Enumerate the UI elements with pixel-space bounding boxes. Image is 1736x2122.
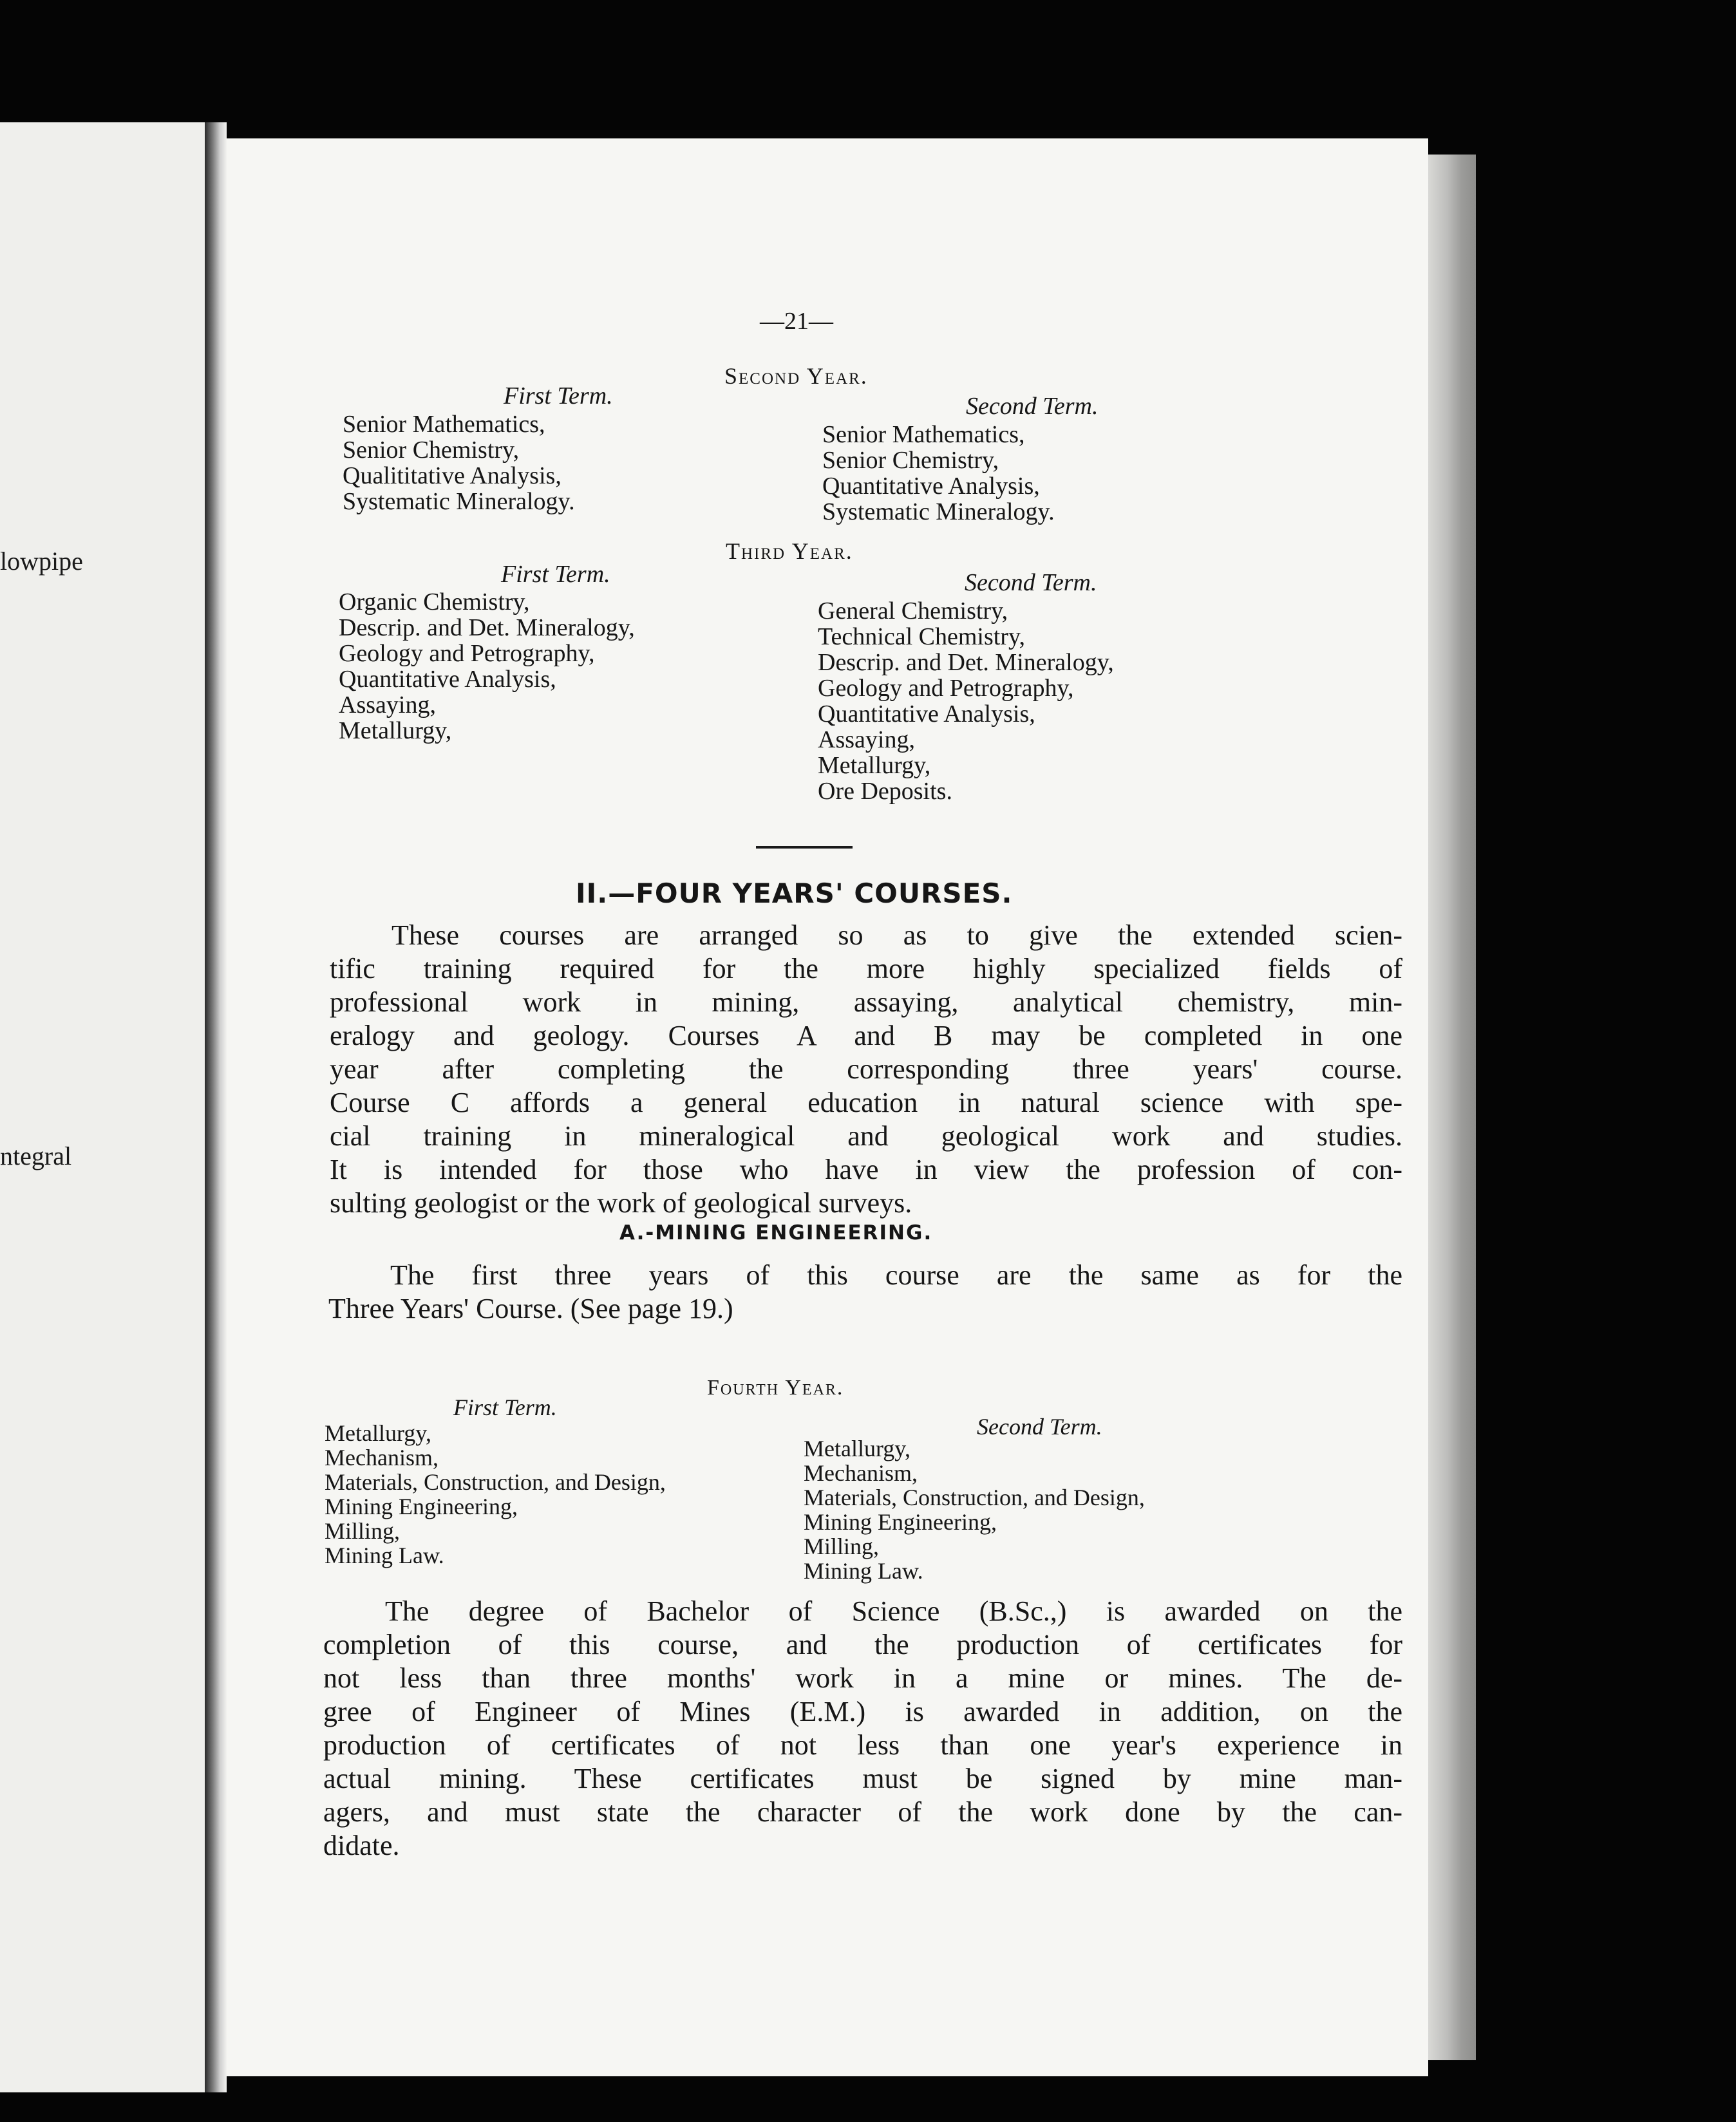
paragraph-line: cial training in mineralogical and geological work and studies. bbox=[330, 1120, 1402, 1152]
left-page-fragment: lowpipe bbox=[0, 547, 83, 576]
subject-item: Mining Engineering, bbox=[325, 1494, 518, 1519]
third-year-first-term-label: First Term. bbox=[501, 561, 610, 588]
subject-item: Milling, bbox=[325, 1518, 401, 1544]
subject-item: Milling, bbox=[804, 1534, 880, 1559]
left-facing-page bbox=[0, 122, 205, 2092]
fourth-year-first-term-subjects bbox=[325, 1421, 666, 1568]
page-edge bbox=[1428, 155, 1476, 2060]
second-year-second-term-subjects bbox=[822, 422, 1055, 525]
subject-item: Senior Chemistry, bbox=[822, 447, 999, 474]
subject-item: Assaying, bbox=[818, 726, 915, 753]
second-year-heading: Second Year. bbox=[724, 363, 868, 389]
subject-item: Systematic Mineralogy. bbox=[343, 488, 575, 515]
subject-item: Mechanism, bbox=[804, 1460, 918, 1486]
subject-item: Mining Engineering, bbox=[804, 1509, 997, 1535]
subject-item: Organic Chemistry, bbox=[339, 588, 530, 615]
subject-item: Materials, Construction, and Design, bbox=[325, 1469, 666, 1495]
mining-intro-paragraph bbox=[328, 1259, 1402, 1326]
subject-item: Quantitative Analysis, bbox=[818, 700, 1035, 728]
subject-item: Metallurgy, bbox=[325, 1420, 431, 1446]
paragraph-line: Three Years' Course. (See page 19.) bbox=[328, 1293, 733, 1324]
subject-item: Descrip. and Det. Mineralogy, bbox=[339, 614, 635, 641]
paragraph-line: agers, and must state the character of the work done by the can- bbox=[323, 1796, 1402, 1828]
book-spine bbox=[205, 122, 227, 2092]
subject-item: Assaying, bbox=[339, 691, 436, 718]
third-year-first-term-subjects bbox=[339, 589, 635, 744]
paragraph-line: production of certificates of not less than one year's experience in bbox=[323, 1729, 1402, 1761]
subject-item: Metallurgy, bbox=[339, 717, 452, 744]
second-year-first-term-subjects bbox=[343, 411, 575, 514]
subject-item: General Chemistry, bbox=[818, 597, 1008, 624]
subject-item: Quantitative Analysis, bbox=[339, 666, 556, 693]
paragraph-line: completion of this course, and the production of certificates for bbox=[323, 1629, 1402, 1660]
subject-item: Geology and Petrography, bbox=[818, 675, 1074, 702]
paragraph-line: The degree of Bachelor of Science (B.Sc.,) is awarded on the bbox=[385, 1595, 1402, 1627]
subject-item: Metallurgy, bbox=[818, 752, 931, 779]
section-heading: II.—FOUR YEARS' COURSES. bbox=[576, 878, 1013, 909]
page-number: —21— bbox=[760, 308, 833, 335]
intro-paragraph bbox=[330, 919, 1402, 1220]
paragraph-line: It is intended for those who have in view the profession of con- bbox=[330, 1154, 1402, 1185]
paragraph-line: eralogy and geology. Courses A and B may be completed in one bbox=[330, 1020, 1402, 1051]
subject-item: Quantitative Analysis, bbox=[822, 473, 1040, 500]
book-page bbox=[227, 138, 1428, 2076]
third-year-second-term-label: Second Term. bbox=[965, 569, 1097, 596]
paragraph-line: The first three years of this course are the same as for the bbox=[390, 1259, 1402, 1291]
paragraph-line: year after completing the corresponding three years' course. bbox=[330, 1053, 1402, 1085]
paragraph-line: gree of Engineer of Mines (E.M.) is awarded in addition, on the bbox=[323, 1696, 1402, 1727]
second-year-first-term-label: First Term. bbox=[504, 382, 613, 409]
subject-item: Senior Mathematics, bbox=[822, 421, 1025, 448]
left-page-fragment: ntegral bbox=[0, 1141, 72, 1170]
subject-item: Metallurgy, bbox=[804, 1436, 910, 1461]
paragraph-line: actual mining. These certificates must be signed by mine man- bbox=[323, 1763, 1402, 1794]
subject-item: Mechanism, bbox=[325, 1445, 439, 1470]
subject-item: Mining Law. bbox=[804, 1558, 923, 1584]
mining-engineering-heading: A.-MINING ENGINEERING. bbox=[619, 1221, 933, 1244]
paragraph-line: didate. bbox=[323, 1830, 400, 1861]
paragraph-line: Course C affords a general education in natural science with spe- bbox=[330, 1087, 1402, 1118]
second-year-second-term-label: Second Term. bbox=[966, 393, 1099, 420]
subject-item: Senior Chemistry, bbox=[343, 437, 520, 464]
subject-item: Senior Mathematics, bbox=[343, 411, 545, 438]
third-year-heading: Third Year. bbox=[726, 538, 853, 564]
subject-item: Systematic Mineralogy. bbox=[822, 498, 1055, 525]
subject-item: Technical Chemistry, bbox=[818, 623, 1025, 650]
paragraph-line: These courses are arranged so as to give the extended scien- bbox=[392, 919, 1402, 951]
fourth-year-second-term-subjects bbox=[804, 1436, 1145, 1583]
paragraph-line: not less than three months' work in a mine or mines. The de- bbox=[323, 1662, 1402, 1694]
subject-item: Materials, Construction, and Design, bbox=[804, 1485, 1145, 1510]
fourth-year-second-term-label: Second Term. bbox=[977, 1414, 1102, 1440]
subject-item: Mining Law. bbox=[325, 1543, 444, 1568]
fourth-year-first-term-label: First Term. bbox=[453, 1394, 557, 1420]
subject-item: Ore Deposits. bbox=[818, 778, 952, 805]
paragraph-line: tific training required for the more highly specialized fields of bbox=[330, 953, 1402, 984]
subject-item: Geology and Petrography, bbox=[339, 640, 595, 667]
subject-item: Descrip. and Det. Mineralogy, bbox=[818, 649, 1114, 676]
divider-rule bbox=[756, 846, 853, 849]
degree-paragraph bbox=[323, 1595, 1402, 1863]
paragraph-line: sulting geologist or the work of geological surveys. bbox=[330, 1187, 912, 1219]
paragraph-line: professional work in mining, assaying, analytical chemistry, min- bbox=[330, 986, 1402, 1018]
third-year-second-term-subjects bbox=[818, 598, 1114, 804]
fourth-year-heading: Fourth Year. bbox=[707, 1376, 844, 1400]
subject-item: Qualititative Analysis, bbox=[343, 462, 561, 489]
